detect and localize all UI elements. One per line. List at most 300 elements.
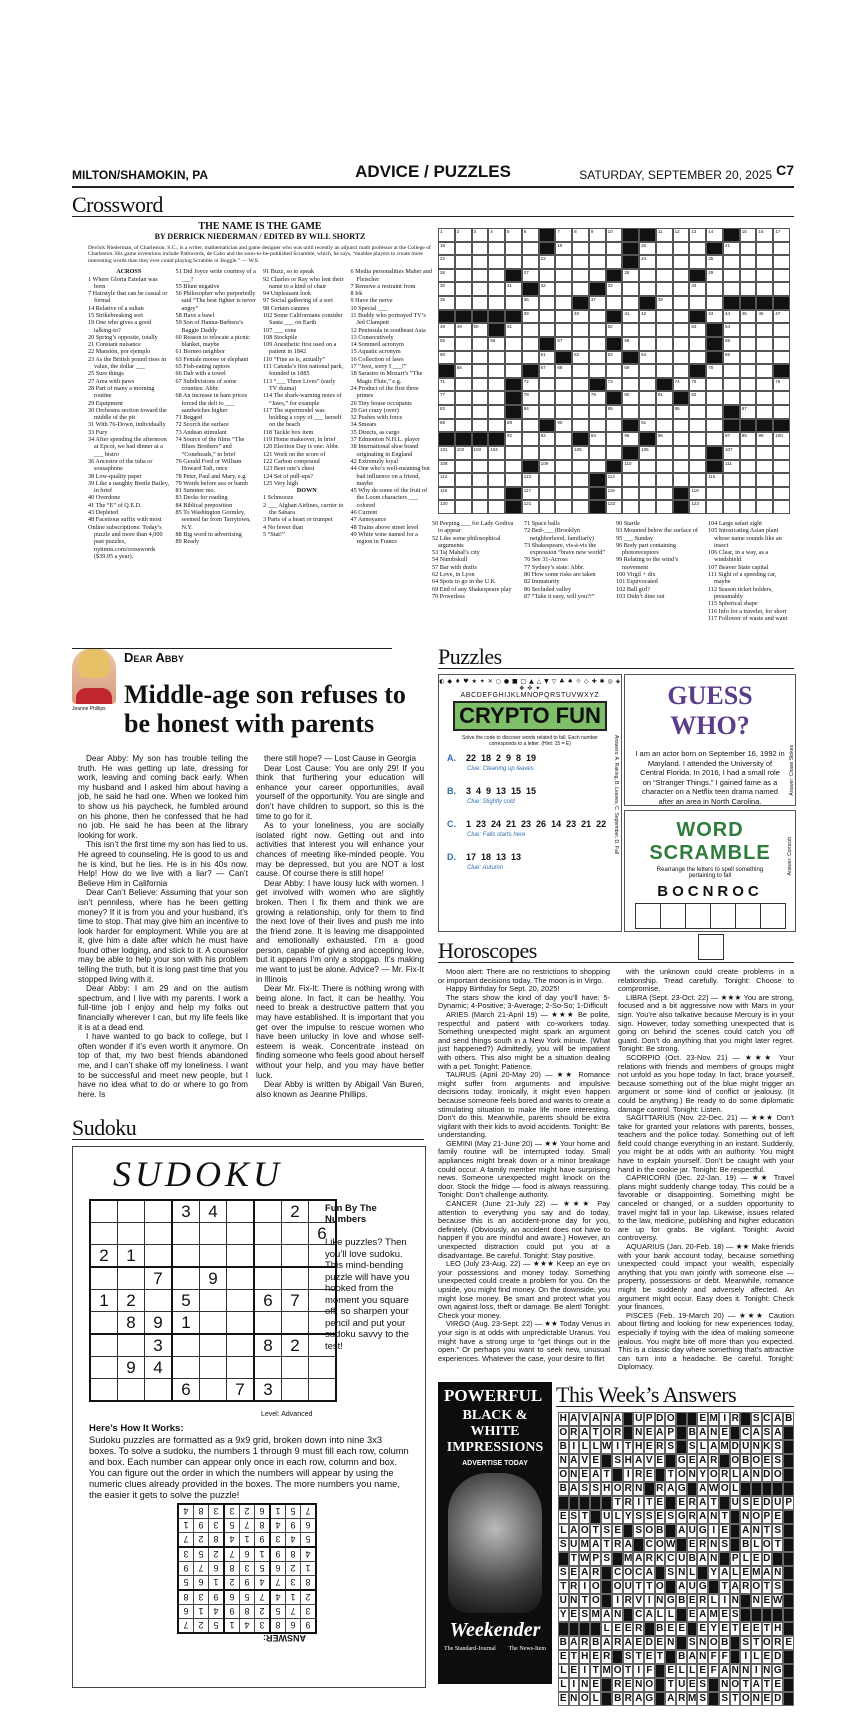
scramble-letter-box[interactable] (660, 903, 686, 929)
crossword-cell[interactable] (656, 351, 673, 365)
crossword-cell[interactable] (689, 255, 706, 269)
crossword-cell[interactable] (455, 282, 472, 296)
sudoku-cell[interactable]: 8 (118, 1312, 145, 1335)
crossword-cell[interactable] (622, 269, 639, 283)
crossword-cell[interactable] (522, 419, 539, 433)
sudoku-cell[interactable]: 6 (254, 1290, 282, 1312)
scramble-letter-box[interactable] (760, 903, 786, 929)
crossword-cell[interactable] (488, 228, 505, 242)
crossword-cell[interactable] (505, 323, 522, 337)
crossword-cell[interactable] (488, 351, 505, 365)
crossword-cell[interactable] (438, 269, 455, 283)
crossword-cell[interactable] (555, 269, 572, 283)
sudoku-cell[interactable] (309, 1357, 337, 1379)
scramble-letter-box[interactable] (735, 903, 761, 929)
crossword-cell[interactable] (522, 405, 539, 419)
sudoku-cell[interactable] (118, 1379, 145, 1402)
crossword-cell[interactable] (639, 337, 656, 351)
crossword-cell[interactable] (740, 310, 757, 324)
crossword-cell[interactable] (673, 432, 690, 446)
crossword-cell[interactable] (723, 487, 740, 501)
sudoku-cell[interactable]: 2 (282, 1200, 309, 1223)
crossword-cell[interactable] (756, 228, 773, 242)
crossword-cell[interactable] (756, 487, 773, 501)
crossword-cell[interactable] (706, 378, 723, 392)
crossword-cell[interactable] (455, 487, 472, 501)
crossword-cell[interactable] (756, 364, 773, 378)
crossword-cell[interactable] (639, 364, 656, 378)
sudoku-cell[interactable] (118, 1267, 145, 1290)
crossword-cell[interactable] (740, 337, 757, 351)
crossword-cell[interactable] (539, 473, 556, 487)
crossword-cell[interactable] (572, 364, 589, 378)
crossword-cell[interactable] (689, 446, 706, 460)
crossword-cell[interactable] (689, 337, 706, 351)
crossword-cell[interactable] (740, 364, 757, 378)
crossword-cell[interactable] (756, 269, 773, 283)
crossword-cell[interactable] (555, 391, 572, 405)
crossword-cell[interactable] (589, 419, 606, 433)
crossword-cell[interactable] (472, 269, 489, 283)
crossword-cell[interactable] (706, 364, 723, 378)
crossword-cell[interactable] (555, 473, 572, 487)
crossword-cell[interactable] (622, 432, 639, 446)
sudoku-cell[interactable] (282, 1357, 309, 1379)
crossword-cell[interactable] (706, 391, 723, 405)
crossword-cell[interactable] (656, 282, 673, 296)
crossword-cell[interactable] (522, 323, 539, 337)
sudoku-cell[interactable] (90, 1223, 118, 1245)
crossword-cell[interactable] (656, 432, 673, 446)
sudoku-cell[interactable] (254, 1267, 282, 1290)
crossword-cell[interactable] (505, 296, 522, 310)
scramble-letter-box[interactable] (635, 903, 661, 929)
crossword-cell[interactable] (756, 391, 773, 405)
crossword-cell[interactable] (756, 242, 773, 256)
crossword-cell[interactable] (622, 460, 639, 474)
crossword-cell[interactable] (522, 378, 539, 392)
crossword-cell[interactable] (756, 351, 773, 365)
crossword-cell[interactable] (522, 391, 539, 405)
crossword-cell[interactable] (455, 296, 472, 310)
crossword-cell[interactable] (773, 378, 790, 392)
sudoku-cell[interactable] (90, 1357, 118, 1379)
crossword-cell[interactable] (689, 419, 706, 433)
crossword-cell[interactable] (756, 323, 773, 337)
crossword-cell[interactable] (488, 473, 505, 487)
sudoku-cell[interactable] (282, 1223, 309, 1245)
crossword-cell[interactable] (656, 364, 673, 378)
crossword-cell[interactable] (740, 255, 757, 269)
crossword-cell[interactable] (740, 391, 757, 405)
sudoku-cell[interactable]: 2 (282, 1334, 309, 1357)
crossword-cell[interactable] (740, 487, 757, 501)
sudoku-cell[interactable] (227, 1245, 255, 1268)
crossword-cell[interactable] (505, 228, 522, 242)
crossword-cell[interactable] (555, 323, 572, 337)
crossword-cell[interactable] (673, 282, 690, 296)
crossword-cell[interactable] (622, 310, 639, 324)
crossword-cell[interactable] (673, 337, 690, 351)
crossword-cell[interactable] (740, 378, 757, 392)
sudoku-cell[interactable]: 4 (145, 1357, 173, 1379)
crossword-cell[interactable] (488, 337, 505, 351)
crossword-cell[interactable] (656, 473, 673, 487)
crossword-cell[interactable] (555, 296, 572, 310)
crossword-cell[interactable] (756, 378, 773, 392)
crossword-cell[interactable] (656, 460, 673, 474)
crossword-cell[interactable] (706, 269, 723, 283)
crossword-cell[interactable] (773, 269, 790, 283)
crossword-cell[interactable] (488, 296, 505, 310)
crossword-cell[interactable] (555, 419, 572, 433)
scramble-letter-box[interactable] (685, 903, 711, 929)
sudoku-cell[interactable]: 9 (200, 1267, 227, 1290)
crossword-cell[interactable] (673, 296, 690, 310)
sudoku-cell[interactable]: 2 (90, 1245, 118, 1268)
crossword-cell[interactable] (522, 255, 539, 269)
crossword-cell[interactable] (522, 487, 539, 501)
crossword-cell[interactable] (455, 323, 472, 337)
crossword-cell[interactable] (773, 487, 790, 501)
crossword-cell[interactable] (689, 500, 706, 514)
crossword-cell[interactable] (539, 269, 556, 283)
crossword-cell[interactable] (723, 460, 740, 474)
crossword-cell[interactable] (773, 255, 790, 269)
crossword-cell[interactable] (673, 351, 690, 365)
sudoku-cell[interactable] (145, 1200, 173, 1223)
crossword-cell[interactable] (606, 446, 623, 460)
crossword-cell[interactable] (689, 296, 706, 310)
crossword-cell[interactable] (639, 487, 656, 501)
sudoku-cell[interactable] (118, 1223, 145, 1245)
crossword-cell[interactable] (756, 460, 773, 474)
crossword-cell[interactable] (656, 405, 673, 419)
crossword-cell[interactable] (505, 282, 522, 296)
crossword-cell[interactable] (773, 446, 790, 460)
crossword-cell[interactable] (438, 337, 455, 351)
crossword-cell[interactable] (472, 282, 489, 296)
crossword-cell[interactable] (622, 323, 639, 337)
sudoku-cell[interactable]: 3 (145, 1334, 173, 1357)
crossword-cell[interactable] (656, 391, 673, 405)
crossword-cell[interactable] (689, 378, 706, 392)
crossword-cell[interactable] (472, 446, 489, 460)
crossword-cell[interactable] (455, 242, 472, 256)
crossword-cell[interactable] (488, 391, 505, 405)
crossword-cell[interactable] (673, 378, 690, 392)
crossword-cell[interactable] (756, 432, 773, 446)
sudoku-cell[interactable] (282, 1245, 309, 1268)
crossword-cell[interactable] (555, 432, 572, 446)
crossword-cell[interactable] (622, 282, 639, 296)
crossword-cell[interactable] (606, 487, 623, 501)
crossword-cell[interactable] (689, 487, 706, 501)
crossword-cell[interactable] (505, 242, 522, 256)
crossword-cell[interactable] (572, 473, 589, 487)
sudoku-cell[interactable] (145, 1379, 173, 1402)
crossword-cell[interactable] (555, 242, 572, 256)
crossword-cell[interactable] (572, 378, 589, 392)
crossword-cell[interactable] (740, 242, 757, 256)
sudoku-cell[interactable] (145, 1290, 173, 1312)
crossword-cell[interactable] (488, 419, 505, 433)
crossword-cell[interactable] (723, 391, 740, 405)
sudoku-cell[interactable] (200, 1245, 227, 1268)
crossword-cell[interactable] (773, 337, 790, 351)
crossword-cell[interactable] (455, 351, 472, 365)
crossword-cell[interactable] (656, 255, 673, 269)
crossword-cell[interactable] (589, 323, 606, 337)
crossword-cell[interactable] (539, 364, 556, 378)
crossword-cell[interactable] (622, 391, 639, 405)
crossword-cell[interactable] (438, 419, 455, 433)
crossword-cell[interactable] (589, 391, 606, 405)
crossword-cell[interactable] (639, 242, 656, 256)
crossword-cell[interactable] (488, 500, 505, 514)
crossword-cell[interactable] (740, 500, 757, 514)
crossword-cell[interactable] (689, 282, 706, 296)
crossword-cell[interactable] (606, 432, 623, 446)
crossword-cell[interactable] (438, 323, 455, 337)
crossword-cell[interactable] (555, 337, 572, 351)
sudoku-cell[interactable] (90, 1379, 118, 1402)
crossword-cell[interactable] (639, 460, 656, 474)
crossword-cell[interactable] (723, 310, 740, 324)
sudoku-cell[interactable] (118, 1200, 145, 1223)
sudoku-cell[interactable]: 7 (282, 1290, 309, 1312)
crossword-cell[interactable] (539, 432, 556, 446)
crossword-cell[interactable] (740, 282, 757, 296)
crossword-cell[interactable] (455, 228, 472, 242)
crossword-cell[interactable] (438, 405, 455, 419)
crossword-cell[interactable] (656, 500, 673, 514)
crossword-cell[interactable] (606, 351, 623, 365)
crossword-cell[interactable] (606, 255, 623, 269)
crossword-cell[interactable] (539, 282, 556, 296)
crossword-cell[interactable] (740, 323, 757, 337)
crossword-cell[interactable] (689, 473, 706, 487)
crossword-cell[interactable] (438, 487, 455, 501)
crossword-cell[interactable] (555, 378, 572, 392)
crossword-cell[interactable] (539, 255, 556, 269)
crossword-cell[interactable] (622, 364, 639, 378)
sudoku-cell[interactable]: 3 (254, 1379, 282, 1402)
crossword-cell[interactable] (723, 473, 740, 487)
sudoku-cell[interactable]: 6 (309, 1223, 337, 1245)
sudoku-cell[interactable]: 7 (227, 1379, 255, 1402)
sudoku-cell[interactable] (145, 1223, 173, 1245)
crossword-cell[interactable] (472, 296, 489, 310)
crossword-cell[interactable] (438, 473, 455, 487)
sudoku-cell[interactable] (282, 1312, 309, 1335)
crossword-cell[interactable] (572, 487, 589, 501)
crossword-cell[interactable] (773, 460, 790, 474)
sudoku-cell[interactable] (227, 1312, 255, 1335)
crossword-cell[interactable] (656, 446, 673, 460)
crossword-cell[interactable] (773, 242, 790, 256)
crossword-cell[interactable] (488, 255, 505, 269)
crossword-cell[interactable] (589, 351, 606, 365)
sudoku-cell[interactable] (254, 1312, 282, 1335)
crossword-cell[interactable] (522, 228, 539, 242)
sudoku-cell[interactable] (90, 1312, 118, 1335)
crossword-cell[interactable] (622, 296, 639, 310)
crossword-cell[interactable] (572, 419, 589, 433)
crossword-cell[interactable] (723, 351, 740, 365)
crossword-cell[interactable] (756, 446, 773, 460)
crossword-cell[interactable] (488, 378, 505, 392)
crossword-cell[interactable] (589, 364, 606, 378)
crossword-cell[interactable] (572, 500, 589, 514)
crossword-cell[interactable] (572, 228, 589, 242)
sudoku-cell[interactable] (282, 1267, 309, 1290)
sudoku-cell[interactable] (254, 1223, 282, 1245)
crossword-cell[interactable] (756, 405, 773, 419)
crossword-cell[interactable] (438, 351, 455, 365)
crossword-cell[interactable] (740, 446, 757, 460)
crossword-cell[interactable] (773, 432, 790, 446)
crossword-cell[interactable] (639, 419, 656, 433)
sudoku-cell[interactable]: 8 (254, 1334, 282, 1357)
crossword-cell[interactable] (673, 310, 690, 324)
crossword-cell[interactable] (689, 460, 706, 474)
crossword-cell[interactable] (673, 405, 690, 419)
crossword-cell[interactable] (572, 310, 589, 324)
crossword-cell[interactable] (555, 446, 572, 460)
crossword-cell[interactable] (689, 432, 706, 446)
crossword-cell[interactable] (656, 487, 673, 501)
crossword-cell[interactable] (455, 269, 472, 283)
crossword-cell[interactable] (438, 296, 455, 310)
crossword-cell[interactable] (555, 460, 572, 474)
crossword-cell[interactable] (438, 500, 455, 514)
crossword-cell[interactable] (438, 242, 455, 256)
crossword-cell[interactable] (472, 323, 489, 337)
crossword-cell[interactable] (740, 405, 757, 419)
crossword-cell[interactable] (673, 419, 690, 433)
crossword-cell[interactable] (656, 296, 673, 310)
crossword-cell[interactable] (756, 500, 773, 514)
crossword-cell[interactable] (438, 446, 455, 460)
crossword-cell[interactable] (606, 419, 623, 433)
crossword-cell[interactable] (505, 473, 522, 487)
crossword-cell[interactable] (472, 364, 489, 378)
crossword-cell[interactable] (488, 446, 505, 460)
crossword-cell[interactable] (606, 500, 623, 514)
crossword-cell[interactable] (539, 487, 556, 501)
crossword-cell[interactable] (539, 323, 556, 337)
crossword-cell[interactable] (522, 500, 539, 514)
crossword-cell[interactable] (488, 460, 505, 474)
crossword-cell[interactable] (438, 228, 455, 242)
crossword-cell[interactable] (706, 473, 723, 487)
crossword-cell[interactable] (455, 500, 472, 514)
crossword-cell[interactable] (438, 255, 455, 269)
crossword-cell[interactable] (472, 242, 489, 256)
crossword-cell[interactable] (740, 460, 757, 474)
crossword-cell[interactable] (472, 460, 489, 474)
crossword-cell[interactable] (438, 460, 455, 474)
sudoku-cell[interactable] (90, 1334, 118, 1357)
crossword-cell[interactable] (606, 228, 623, 242)
crossword-cell[interactable] (522, 351, 539, 365)
crossword-cell[interactable] (522, 296, 539, 310)
crossword-cell[interactable] (539, 446, 556, 460)
crossword-cell[interactable] (455, 446, 472, 460)
crossword-cell[interactable] (689, 405, 706, 419)
crossword-cell[interactable] (773, 351, 790, 365)
crossword-cell[interactable] (505, 364, 522, 378)
sudoku-cell[interactable] (172, 1334, 200, 1357)
crossword-cell[interactable] (472, 487, 489, 501)
sudoku-cell[interactable]: 1 (172, 1312, 200, 1335)
crossword-cell[interactable] (539, 296, 556, 310)
crossword-cell[interactable] (689, 351, 706, 365)
crossword-cell[interactable] (522, 242, 539, 256)
sudoku-cell[interactable] (172, 1267, 200, 1290)
crossword-cell[interactable] (539, 378, 556, 392)
sudoku-cell[interactable] (227, 1357, 255, 1379)
crossword-cell[interactable] (706, 296, 723, 310)
crossword-cell[interactable] (505, 460, 522, 474)
crossword-cell[interactable] (505, 255, 522, 269)
crossword-cell[interactable] (589, 405, 606, 419)
crossword-cell[interactable] (723, 337, 740, 351)
crossword-cell[interactable] (639, 255, 656, 269)
crossword-cell[interactable] (622, 378, 639, 392)
sudoku-cell[interactable] (254, 1200, 282, 1223)
crossword-cell[interactable] (572, 405, 589, 419)
crossword-cell[interactable] (673, 242, 690, 256)
sudoku-cell[interactable] (118, 1334, 145, 1357)
crossword-cell[interactable] (488, 269, 505, 283)
crossword-cell[interactable] (606, 378, 623, 392)
sudoku-cell[interactable] (200, 1379, 227, 1402)
crossword-cell[interactable] (773, 391, 790, 405)
crossword-cell[interactable] (455, 460, 472, 474)
crossword-cell[interactable] (505, 351, 522, 365)
crossword-cell[interactable] (572, 391, 589, 405)
crossword-cell[interactable] (455, 473, 472, 487)
crossword-cell[interactable] (606, 296, 623, 310)
crossword-grid[interactable] (438, 228, 790, 514)
sudoku-cell[interactable] (200, 1357, 227, 1379)
crossword-cell[interactable] (539, 460, 556, 474)
crossword-cell[interactable] (572, 460, 589, 474)
crossword-cell[interactable] (639, 323, 656, 337)
crossword-cell[interactable] (740, 473, 757, 487)
weekender-ad[interactable] (438, 1382, 552, 1684)
crossword-cell[interactable] (555, 405, 572, 419)
crossword-cell[interactable] (472, 255, 489, 269)
crossword-cell[interactable] (488, 242, 505, 256)
crossword-cell[interactable] (539, 500, 556, 514)
crossword-cell[interactable] (656, 242, 673, 256)
crossword-cell[interactable] (472, 473, 489, 487)
crossword-cell[interactable] (756, 337, 773, 351)
sudoku-cell[interactable] (90, 1267, 118, 1290)
crossword-cell[interactable] (589, 242, 606, 256)
crossword-cell[interactable] (505, 337, 522, 351)
crossword-cell[interactable] (622, 500, 639, 514)
crossword-cell[interactable] (505, 446, 522, 460)
crossword-cell[interactable] (689, 323, 706, 337)
sudoku-cell[interactable] (254, 1245, 282, 1268)
crossword-cell[interactable] (706, 432, 723, 446)
crossword-cell[interactable] (455, 364, 472, 378)
crossword-cell[interactable] (706, 405, 723, 419)
